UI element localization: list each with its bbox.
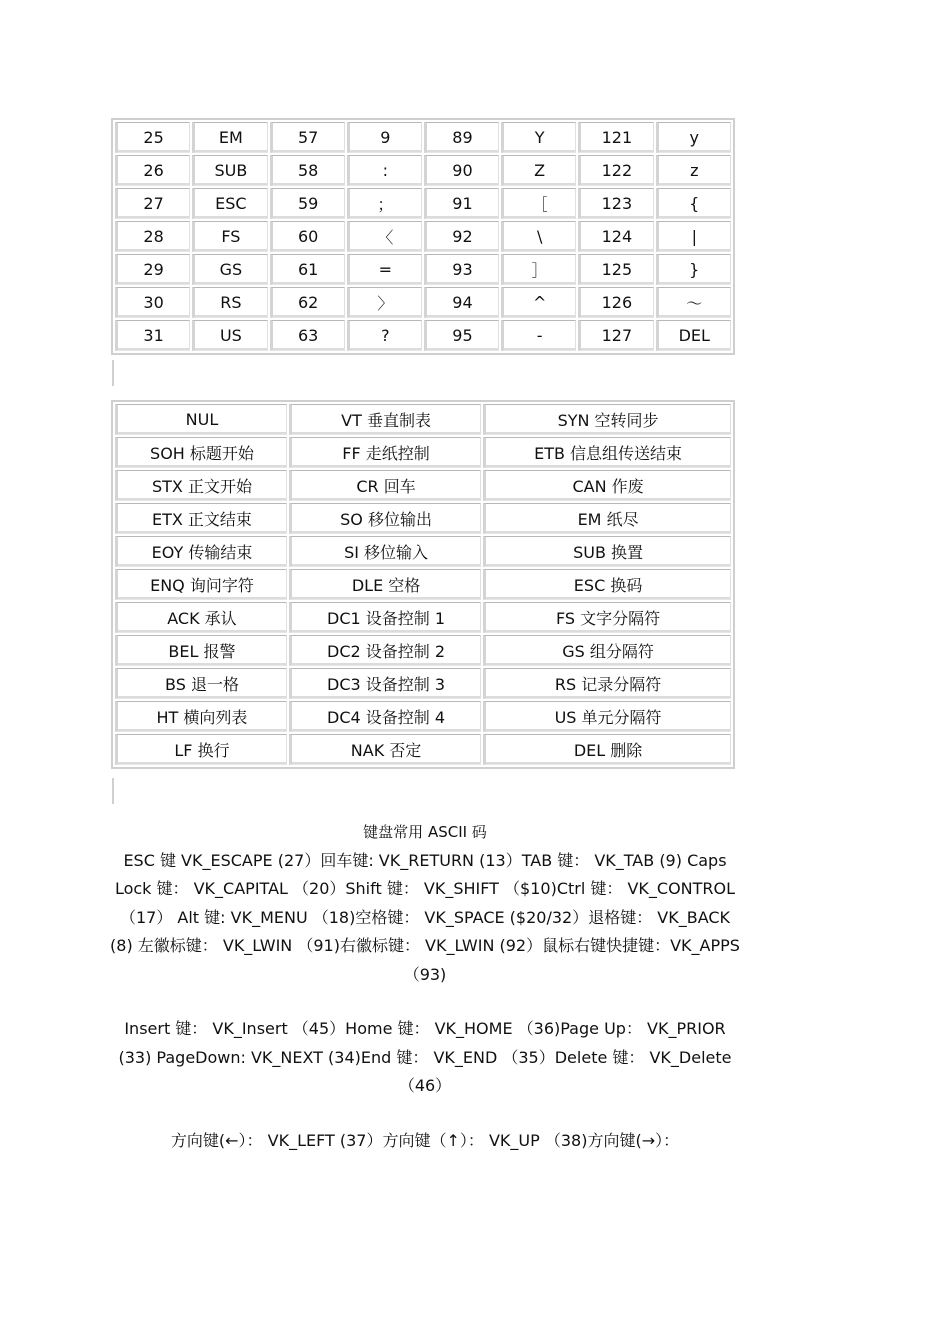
table-cell: DC3 设备控制 3 bbox=[289, 668, 481, 699]
ascii-code-table bbox=[111, 118, 735, 355]
table-cell: 123 bbox=[578, 188, 653, 219]
table-cell: 30 bbox=[115, 287, 190, 318]
table-cell: BS 退一格 bbox=[115, 668, 287, 699]
control-character-table bbox=[111, 400, 735, 769]
table-cell: DEL bbox=[656, 320, 731, 351]
table-cell: - bbox=[501, 320, 576, 351]
table-cell: FS 文字分隔符 bbox=[483, 602, 731, 633]
table-cell: 124 bbox=[578, 221, 653, 252]
table-cell: Y bbox=[501, 122, 576, 153]
table-cell: 127 bbox=[578, 320, 653, 351]
table-cell: | bbox=[656, 221, 731, 252]
table-cell: 61 bbox=[270, 254, 345, 285]
table-cell: CAN 作废 bbox=[483, 470, 731, 501]
table-row bbox=[115, 437, 731, 468]
table-cell: { bbox=[656, 188, 731, 219]
table-cell: 91 bbox=[424, 188, 499, 219]
table-cell: SUB bbox=[192, 155, 267, 186]
table-row bbox=[115, 734, 731, 765]
table-cell: EM 纸尽 bbox=[483, 503, 731, 534]
table-row bbox=[115, 320, 731, 351]
table-row bbox=[115, 503, 731, 534]
table-cell: ESC 换码 bbox=[483, 569, 731, 600]
table-cell: 57 bbox=[270, 122, 345, 153]
table-cell: CR 回车 bbox=[289, 470, 481, 501]
paragraph-gap bbox=[110, 1101, 740, 1127]
table-cell: 92 bbox=[424, 221, 499, 252]
table-cell: 62 bbox=[270, 287, 345, 318]
table-cell: 29 bbox=[115, 254, 190, 285]
table-cell: LF 换行 bbox=[115, 734, 287, 765]
table-cell: US 单元分隔符 bbox=[483, 701, 731, 732]
table-cell: BEL 报警 bbox=[115, 635, 287, 666]
table-cell: DEL 删除 bbox=[483, 734, 731, 765]
table-cell: DLE 空格 bbox=[289, 569, 481, 600]
table-row bbox=[115, 122, 731, 153]
table-cell: US bbox=[192, 320, 267, 351]
keyboard-paragraph-3: 方向键(←）： VK_LEFT (37）方向键（↑）： VK_UP （38)方向键(→）： bbox=[170, 1130, 680, 1150]
table-cell: ETB 信息组传送结束 bbox=[483, 437, 731, 468]
keyboard-ascii-section bbox=[110, 818, 740, 1155]
table-cell: 126 bbox=[578, 287, 653, 318]
table-cell: NUL bbox=[115, 404, 287, 435]
table-cell: 63 bbox=[270, 320, 345, 351]
table-cell: 93 bbox=[424, 254, 499, 285]
table-row bbox=[115, 404, 731, 435]
table-cell: SUB 换置 bbox=[483, 536, 731, 567]
table-cell: 9 bbox=[347, 122, 422, 153]
table-cell: EOY 传输结束 bbox=[115, 536, 287, 567]
table-cell: y bbox=[656, 122, 731, 153]
table-cell: ^ bbox=[501, 287, 576, 318]
table-cell: SI 移位输入 bbox=[289, 536, 481, 567]
table-cell: 25 bbox=[115, 122, 190, 153]
table-cell: Z bbox=[501, 155, 576, 186]
table-cell: SO 移位输出 bbox=[289, 503, 481, 534]
table-row bbox=[115, 536, 731, 567]
table-cell: 125 bbox=[578, 254, 653, 285]
table-row bbox=[115, 635, 731, 666]
table-cell: ETX 正文结束 bbox=[115, 503, 287, 534]
table-cell: SOH 标题开始 bbox=[115, 437, 287, 468]
table-cell: HT 横向列表 bbox=[115, 701, 287, 732]
table-row bbox=[115, 188, 731, 219]
keyboard-paragraph-1: ESC 键 VK_ESCAPE (27）回车键: VK_RETURN (13）TAB 键： VK_TAB (9) Caps Lock 键： VK_CAPITAL （20）Shift 键： VK_SHIFT （$10)Ctrl 键： VK_CONTROL （17） Alt 键: VK_MENU （18)空格键： VK_SPACE ($20/32）退格键： VK_BACK (8) 左徽标键： VK_LWIN （91)右徽标键： VK_LWIN (92）鼠标右键快捷键：VK_APPS （93) bbox=[110, 850, 740, 984]
table-cell: ［ bbox=[501, 188, 576, 219]
table-row bbox=[115, 155, 731, 186]
table-cell: ～ bbox=[656, 287, 731, 318]
table-cell: FS bbox=[192, 221, 267, 252]
table-cell: z bbox=[656, 155, 731, 186]
table-cell: : bbox=[347, 155, 422, 186]
table-cell: 58 bbox=[270, 155, 345, 186]
table-cell: 〈 bbox=[347, 221, 422, 252]
table-cell: NAK 否定 bbox=[289, 734, 481, 765]
table-row bbox=[115, 602, 731, 633]
table-cell: ； bbox=[347, 188, 422, 219]
table-cell: 27 bbox=[115, 188, 190, 219]
table-cell: 121 bbox=[578, 122, 653, 153]
table-cell: GS bbox=[192, 254, 267, 285]
table-cell: 28 bbox=[115, 221, 190, 252]
table-cell: 94 bbox=[424, 287, 499, 318]
table-row bbox=[115, 470, 731, 501]
table-cell: 31 bbox=[115, 320, 190, 351]
table-cell: 95 bbox=[424, 320, 499, 351]
table-cell: GS 组分隔符 bbox=[483, 635, 731, 666]
table-cell: DC2 设备控制 2 bbox=[289, 635, 481, 666]
keyboard-paragraph-2: Insert 键： VK_Insert （45）Home 键： VK_HOME （36)Page Up： VK_PRIOR (33) PageDown: VK_NEXT (34)End 键： VK_END （35）Delete 键： VK_Delete （46） bbox=[118, 1019, 732, 1095]
table-divider bbox=[112, 360, 114, 386]
table-cell: ］ bbox=[501, 254, 576, 285]
table-cell: 60 bbox=[270, 221, 345, 252]
table-cell: } bbox=[656, 254, 731, 285]
table-cell: STX 正文开始 bbox=[115, 470, 287, 501]
table-cell: 59 bbox=[270, 188, 345, 219]
table-cell: = bbox=[347, 254, 422, 285]
table-row bbox=[115, 287, 731, 318]
table-cell: FF 走纸控制 bbox=[289, 437, 481, 468]
paragraph-gap bbox=[110, 989, 740, 1015]
table-cell: DC4 设备控制 4 bbox=[289, 701, 481, 732]
table-cell: SYN 空转同步 bbox=[483, 404, 731, 435]
table-cell: EM bbox=[192, 122, 267, 153]
table-cell: VT 垂直制表 bbox=[289, 404, 481, 435]
table-row bbox=[115, 668, 731, 699]
table-row bbox=[115, 569, 731, 600]
table-cell: 122 bbox=[578, 155, 653, 186]
table-row bbox=[115, 221, 731, 252]
table-cell: ESC bbox=[192, 188, 267, 219]
section-heading: 键盘常用 ASCII 码 bbox=[363, 823, 487, 841]
table-cell: DC1 设备控制 1 bbox=[289, 602, 481, 633]
table-row bbox=[115, 254, 731, 285]
table-cell: ACK 承认 bbox=[115, 602, 287, 633]
table-cell: \ bbox=[501, 221, 576, 252]
table-cell: 89 bbox=[424, 122, 499, 153]
table-cell: ? bbox=[347, 320, 422, 351]
table-cell: RS bbox=[192, 287, 267, 318]
table-cell: ENQ 询问字符 bbox=[115, 569, 287, 600]
table-cell: RS 记录分隔符 bbox=[483, 668, 731, 699]
table-cell: 〉 bbox=[347, 287, 422, 318]
table-cell: 26 bbox=[115, 155, 190, 186]
table-row bbox=[115, 701, 731, 732]
table-divider bbox=[112, 778, 114, 804]
table-cell: 90 bbox=[424, 155, 499, 186]
